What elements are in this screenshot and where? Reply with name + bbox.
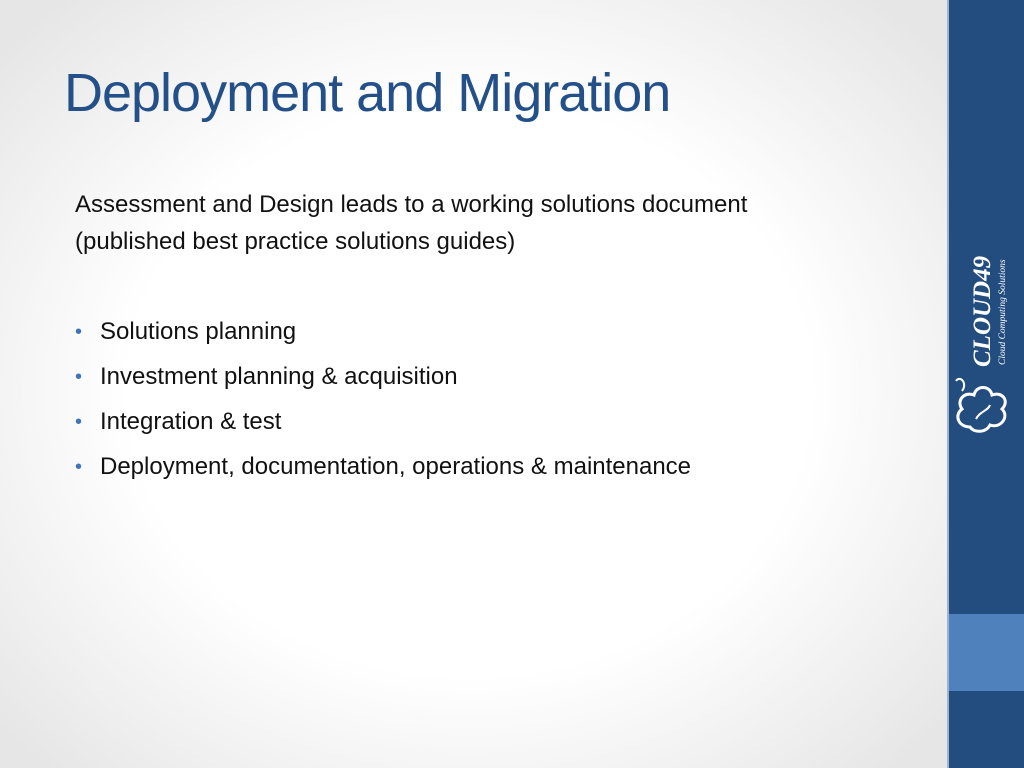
bullet-item [75,358,691,403]
bullet-icon: • [75,366,83,388]
bullet-text: Investment planning & acquisition [100,363,458,390]
bullet-text: Solutions planning [100,318,297,345]
bullet-list [75,313,691,493]
logo-wordmark: CLOUD49 [969,255,996,367]
cloud-icon [956,379,1005,431]
bullet-text: Deployment, documentation, operations & maintenance [100,453,692,480]
logo-tagline: Cloud Computing Solutions [998,259,1008,365]
slide-title: Deployment and Migration [64,63,671,123]
bullet-icon: • [75,321,83,343]
side-accent-block [949,614,1024,691]
bullet-text: Integration & test [100,408,282,435]
intro-line-1: Assessment and Design leads to a working solutions document [75,191,748,218]
bullet-item [75,448,691,493]
bullet-item [75,313,691,358]
cloud49-logo [942,205,1022,435]
bullet-icon: • [75,456,83,478]
bullet-item [75,403,691,448]
intro-paragraph [75,186,915,260]
intro-line-2: (published best practice solutions guides) [75,228,516,255]
bullet-icon: • [75,411,83,433]
